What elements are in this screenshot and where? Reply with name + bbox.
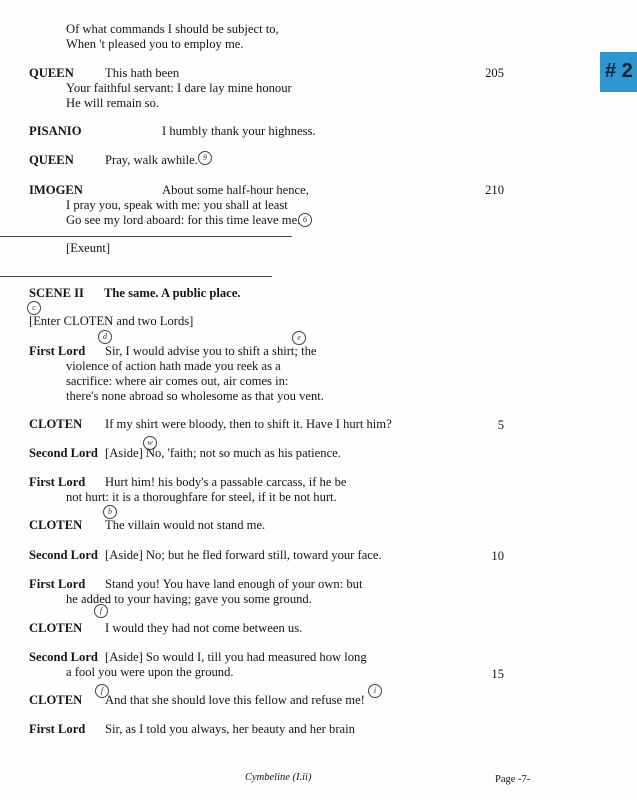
handwritten-mark: w bbox=[143, 436, 157, 450]
speaker-name: CLOTEN bbox=[29, 621, 83, 635]
speaker-name: First Lord bbox=[29, 475, 86, 489]
text-line: Of what commands I should be subject to, bbox=[66, 22, 279, 36]
tab-label: # 2 bbox=[605, 60, 633, 82]
handwritten-mark: 6 bbox=[298, 213, 312, 227]
speaker-name: CLOTEN bbox=[29, 417, 83, 431]
speaker-name: Second Lord bbox=[29, 446, 98, 460]
scene-label: SCENE II bbox=[29, 286, 84, 300]
text-line: [Aside] No, 'faith; not so much as his patience. bbox=[105, 446, 341, 460]
page-tab-marker bbox=[600, 52, 637, 92]
handwritten-mark: b bbox=[103, 505, 117, 519]
text-line: When 't pleased you to employ me. bbox=[66, 37, 244, 51]
text-line: he added to your having; gave you some ground. bbox=[66, 592, 312, 606]
speaker-name: QUEEN bbox=[29, 153, 74, 167]
text-line: This hath been bbox=[105, 66, 180, 80]
line-number: 210 bbox=[485, 183, 504, 197]
text-line: Sir, I would advise you to shift a shirt; the bbox=[105, 344, 317, 358]
text-line: there's none abroad so wholesome as that you vent. bbox=[66, 389, 324, 403]
stage-direction: [Enter CLOTEN and two Lords] bbox=[29, 314, 194, 328]
text-line: Hurt him! his body's a passable carcass, if he be bbox=[105, 475, 347, 489]
footer-title: Cymbeline (I.ii) bbox=[245, 772, 312, 783]
text-line: [Aside] No; but he fled forward still, toward your face. bbox=[105, 548, 382, 562]
text-line: Go see my lord aboard: for this time leave me. bbox=[66, 213, 301, 227]
text-line: Stand you! You have land enough of your own: but bbox=[105, 577, 363, 591]
speaker-name: CLOTEN bbox=[29, 693, 83, 707]
text-line: [Aside] So would I, till you had measured how long bbox=[105, 650, 367, 664]
text-line: violence of action hath made you reek as a bbox=[66, 359, 281, 373]
speaker-name: First Lord bbox=[29, 577, 86, 591]
speaker-name: First Lord bbox=[29, 722, 86, 736]
handwritten-mark: d bbox=[98, 330, 112, 344]
line-number: 5 bbox=[497, 418, 504, 432]
line-number: 15 bbox=[491, 667, 504, 681]
speaker-name: PISANIO bbox=[29, 124, 82, 138]
text-line: About some half-hour hence, bbox=[162, 183, 309, 197]
text-line: sacrifice: where air comes out, air comes in: bbox=[66, 374, 289, 388]
text-line: I humbly thank your highness. bbox=[162, 124, 316, 138]
text-line: I would they had not come between us. bbox=[105, 621, 303, 635]
text-line: Pray, walk awhile. bbox=[105, 153, 198, 167]
speaker-name: IMOGEN bbox=[29, 183, 83, 197]
text-line: a fool you were upon the ground. bbox=[66, 665, 234, 679]
divider-line bbox=[0, 236, 292, 237]
text-line: If my shirt were bloody, then to shift it. Have I hurt him? bbox=[105, 417, 392, 431]
handwritten-mark: f bbox=[94, 604, 108, 618]
text-line: He will remain so. bbox=[66, 96, 160, 110]
text-line: Sir, as I told you always, her beauty and her brain bbox=[105, 722, 355, 736]
handwritten-mark: 9 bbox=[198, 151, 212, 165]
handwritten-mark: i bbox=[368, 684, 382, 698]
speaker-name: CLOTEN bbox=[29, 518, 83, 532]
stage-direction: [Exeunt] bbox=[66, 241, 111, 255]
text-line: not hurt: it is a thoroughfare for steel, if it be not hurt. bbox=[66, 490, 337, 504]
line-number: 10 bbox=[491, 549, 504, 563]
speaker-name: QUEEN bbox=[29, 66, 74, 80]
divider-line bbox=[0, 276, 272, 277]
text-line: The villain would not stand me. bbox=[105, 518, 266, 532]
speaker-name: Second Lord bbox=[29, 650, 98, 664]
scene-description: The same. A public place. bbox=[104, 286, 241, 300]
text-line: And that she should love this fellow and refuse me! bbox=[105, 693, 365, 707]
footer-page-number: Page -7- bbox=[495, 774, 531, 785]
text-line: I pray you, speak with me: you shall at least bbox=[66, 198, 288, 212]
line-number: 205 bbox=[485, 66, 504, 80]
handwritten-mark: f bbox=[95, 684, 109, 698]
speaker-name: First Lord bbox=[29, 344, 86, 358]
handwritten-mark: e bbox=[292, 331, 306, 345]
speaker-name: Second Lord bbox=[29, 548, 98, 562]
text-line: Your faithful servant: I dare lay mine honour bbox=[66, 81, 292, 95]
handwritten-mark: c bbox=[27, 301, 41, 315]
